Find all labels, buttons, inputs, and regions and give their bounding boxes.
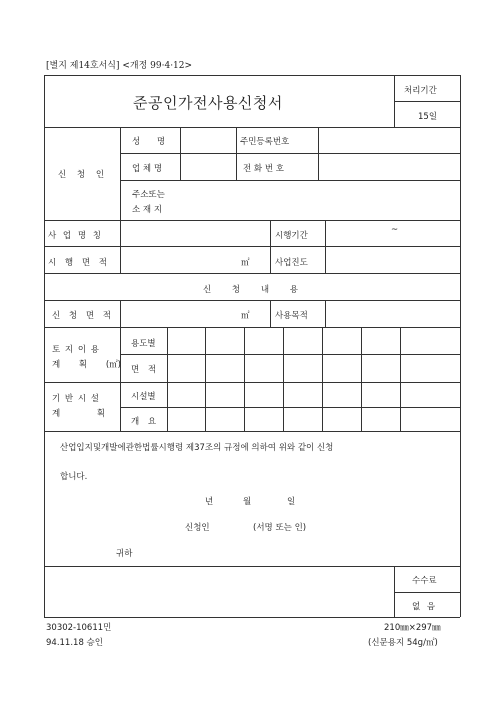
address-label-line2: 소 재 지 — [132, 205, 163, 215]
by-facility-label: 시설별 — [131, 392, 156, 402]
processing-label: 처리기간 — [404, 86, 437, 96]
infrastructure-plan-label-line2: 계 획 — [52, 409, 106, 419]
applicant-group-label: 신 청 인 — [58, 170, 105, 180]
project-area-label: 시 행 면 적 — [48, 258, 107, 268]
form-tag: [별지 제14호서식] <개정 99·4·12> — [46, 61, 193, 71]
company-label: 업 체 명 — [132, 164, 163, 174]
usage-purpose-label: 사용목적 — [275, 311, 308, 321]
project-name-label: 사 업 명 칭 — [48, 231, 101, 241]
statement-line2: 합니다. — [60, 472, 88, 482]
phone-label: 전 화 번 호 — [243, 164, 284, 174]
footer-paper-size: 210㎜×297㎜ — [384, 623, 441, 633]
form-title: 준공인가전사용신청서 — [133, 94, 283, 112]
project-progress-label: 사업진도 — [275, 258, 308, 268]
land-use-plan-label-line1: 토 지 이 용 — [52, 345, 99, 355]
application-area-label: 신 청 면 적 — [52, 311, 111, 321]
id-number-label: 주민등록번호 — [240, 137, 290, 147]
statement-line1: 산업입지및개발에관한법률시행령 제37조의 규정에 의하여 위와 같이 신청 — [60, 443, 334, 453]
date-year-label: 년 — [205, 497, 214, 507]
fee-value: 없 음 — [412, 602, 436, 612]
fee-label: 수수료 — [412, 576, 437, 586]
footer-code: 30302-10611민 — [46, 623, 112, 633]
signature-note: (서명 또는 인) — [253, 523, 307, 533]
project-area-unit: ㎡ — [241, 258, 250, 268]
recipient-label: 귀하 — [116, 549, 133, 559]
applicant-sign-label: 신청인 — [185, 523, 210, 533]
project-period-label: 시행기간 — [275, 231, 308, 241]
project-period-separator: ~ — [391, 225, 399, 235]
footer-paper-type: (신문용지 54g/㎡) — [368, 638, 438, 648]
section-header: 신 청 내 용 — [203, 285, 298, 295]
footer-approval: 94.11.18 승인 — [46, 638, 103, 648]
area-label: 면 적 — [131, 365, 157, 375]
date-month-label: 월 — [243, 497, 252, 507]
date-day-label: 일 — [287, 497, 296, 507]
land-use-plan-label-line2: 계 획 (㎡) — [52, 360, 121, 370]
by-use-label: 용도별 — [131, 339, 156, 349]
processing-value: 15일 — [418, 112, 438, 122]
address-label-line1: 주소또는 — [132, 190, 165, 200]
overview-label: 개 요 — [131, 417, 157, 427]
name-label: 성 명 — [132, 137, 166, 147]
infrastructure-plan-label-line1: 기 반 시 설 — [52, 394, 99, 404]
application-area-unit: ㎡ — [241, 311, 250, 321]
